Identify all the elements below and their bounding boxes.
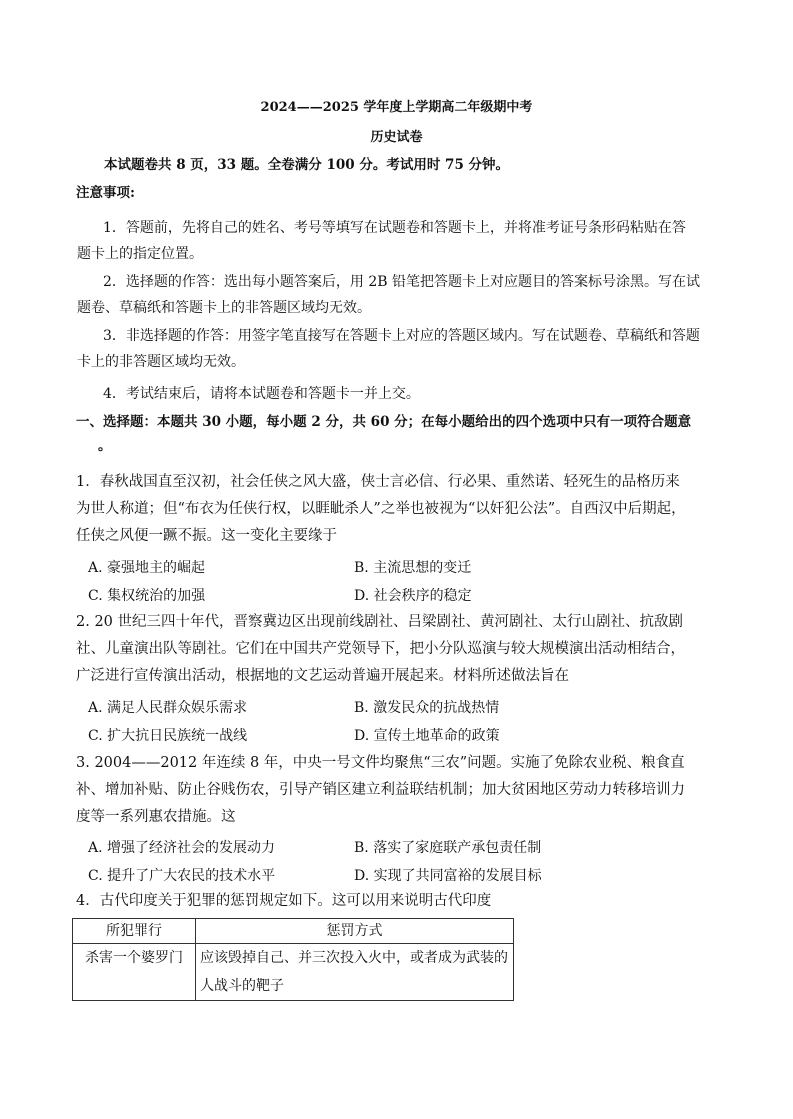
exam-title: 2024——2025 学年度上学期高二年级期中考 <box>260 100 533 115</box>
notice-item-2-line1: 2．选择题的作答：选出每小题答案后，用 2B 铅笔把答题卡上对应题目的答案标号涂黑。写在试 <box>103 274 701 290</box>
table-header-crime: 所犯罪行 <box>73 919 196 944</box>
question-1-option-d[interactable]: D. 社会秩序的稳定 <box>354 588 472 604</box>
question-1-option-a[interactable]: A. 豪强地主的崛起 <box>88 560 206 576</box>
notice-heading: 注意事项: <box>76 185 135 201</box>
question-2-option-d[interactable]: D. 宣传土地革命的政策 <box>354 728 500 744</box>
question-3-option-b[interactable]: B. 落实了家庭联产承包责任制 <box>354 840 542 856</box>
question-2-option-c[interactable]: C. 扩大抗日民族统一战线 <box>88 728 248 744</box>
section1-heading: 一、选择题：本题共 30 小题，每小题 2 分，共 60 分；在每小题给出的四个选项中只有一项符合题意 <box>76 414 692 430</box>
question-3-option-d[interactable]: D. 实现了共同富裕的发展目标 <box>354 868 542 884</box>
exam-intro: 本试题卷共 8 页，33 题。全卷满分 100 分。考试用时 75 分钟。 <box>104 157 510 173</box>
question-1-stem: 1．春秋战国直至汉初，社会任侠之风大盛，侠士言必信、行必果、重然诺、轻死生的品格历来为世人称道；但“布衣为任侠行权，以睚眦杀人”之举也被视为“以奸犯公法”。自西汉中后期起，任侠之风便一蹶不振。这一变化主要缘于 <box>76 474 686 544</box>
question-2-option-b[interactable]: B. 激发民众的抗战热情 <box>354 700 500 716</box>
table-row <box>73 944 514 1001</box>
table-header-punishment: 惩罚方式 <box>196 919 514 944</box>
notice-item-4-line1: 4．考试结束后，请将本试题卷和答题卡一并上交。 <box>103 386 420 402</box>
notice-item-3-line1: 3．非选择题的作答：用签字笔直接写在答题卡上对应的答题区域内。写在试题卷、草稿纸和答题 <box>103 328 700 344</box>
punishment-table <box>72 918 514 1001</box>
notice-item-2-line2: 题卷、草稿纸和答题卡上的非答题区域均无效。 <box>77 300 371 316</box>
notice-item-3-line2: 卡上的非答题区域均无效。 <box>77 354 245 370</box>
table-cell-punishment: 应该毁掉自己、并三次投入火中，或者成为武装的人战斗的靶子 <box>196 944 514 1001</box>
question-1-option-c[interactable]: C. 集权统治的加强 <box>88 588 206 604</box>
subject-title: 历史试卷 <box>370 130 423 145</box>
notice-item-1-line1: 1．答题前，先将自己的姓名、考号等填写在试题卷和答题卡上，并将准考证号条形码粘贴在答 <box>103 220 686 236</box>
notice-item-1-line2: 题卡上的指定位置。 <box>77 246 203 262</box>
question-2-option-a[interactable]: A. 满足人民群众娱乐需求 <box>88 700 248 716</box>
question-3-stem: 3. 2004——2012 年连续 8 年，中央一号文件均聚焦“三农”问题。实施了免除农业税、粮食直补、增加补贴、防止谷贱伤农，引导产销区建立利益联结机制；加大贫困地区劳动力转移培训力度等一系列惠农措施。这 <box>76 755 685 825</box>
question-3-option-c[interactable]: C. 提升了广大农民的技术水平 <box>88 868 276 884</box>
question-1-option-b[interactable]: B. 主流思想的变迁 <box>354 560 472 576</box>
question-3-option-a[interactable]: A. 增强了经济社会的发展动力 <box>88 840 276 856</box>
question-4-stem: 4．古代印度关于犯罪的惩罚规定如下。这可以用来说明古代印度 <box>76 893 492 909</box>
table-header-row <box>73 919 514 944</box>
question-2-stem: 2. 20 世纪三四十年代，晋察冀边区出现前线剧社、吕梁剧社、黄河剧社、太行山剧社、抗敌剧社、儿童演出队等剧社。它们在中国共产党领导下，把小分队巡演与较大规模演出活动相结合，广泛进行宣传演出活动，根据地的文艺运动普遍开展起来。材料所述做法旨在 <box>76 614 685 684</box>
section1-heading-tail: 。 <box>98 438 112 454</box>
table-cell-crime: 杀害一个婆罗门 <box>73 944 196 1001</box>
